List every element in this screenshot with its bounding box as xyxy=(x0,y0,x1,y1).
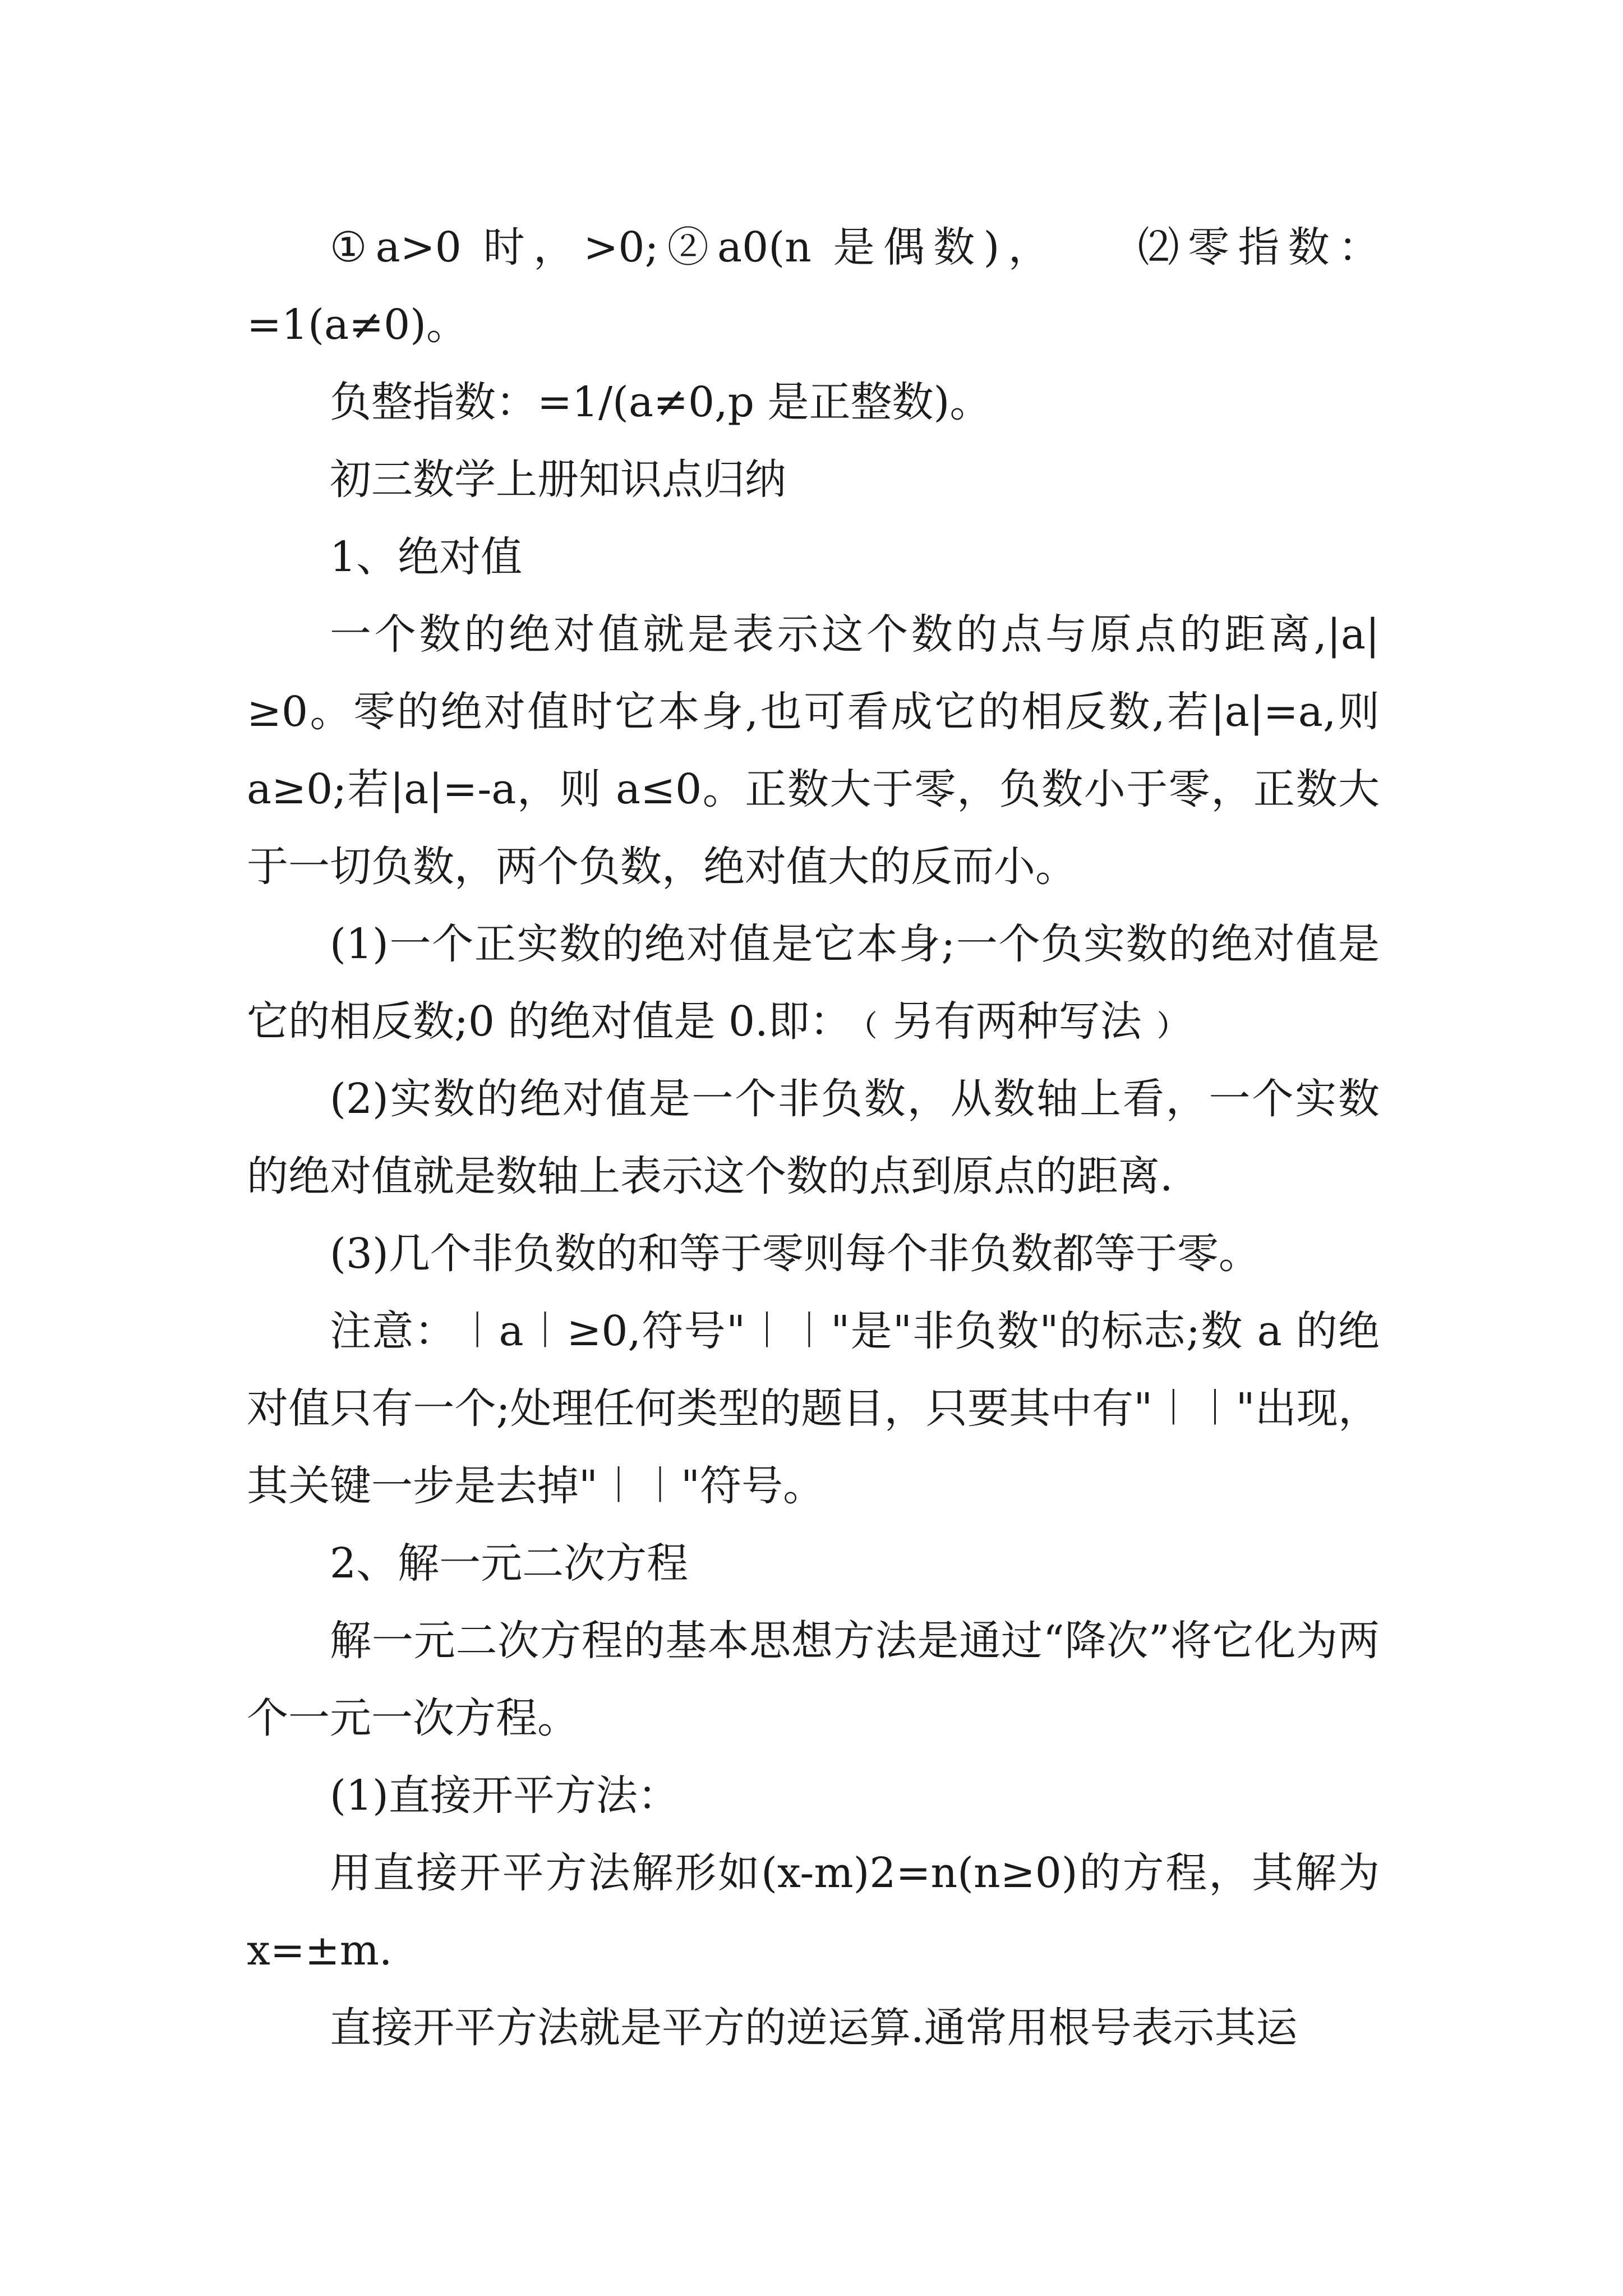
paragraph-absolute-value-rule-1: (1)一个正实数的绝对值是它本身;一个负实数的绝对值是它的相反数;0 的绝对值是 0.即：﹙另有两种写法﹚ xyxy=(247,920,1380,1046)
paragraph-absolute-value-rule-3: (3)几个非负数的和等于零则每个非负数都等于零。 xyxy=(330,1230,1260,1278)
paragraph-absolute-value-note: 注意：︱a︱≥0,符号"︱︱"是"非负数"的标志;数 a 的绝对值只有一个;处理任何类型的题目，只要其中有"︱︱"出现，其关键一步是去掉"︱︱"符号。 xyxy=(247,1307,1380,1510)
paragraph-square-root-inverse: 直接开平方法就是平方的逆运算.通常用根号表示其运 xyxy=(330,2004,1298,2052)
heading-absolute-value: 1、绝对值 xyxy=(330,533,523,581)
heading-quadratic-equation: 2、解一元二次方程 xyxy=(330,1539,689,1588)
body-text xyxy=(247,209,1380,2067)
paragraph-quadratic-method: 解一元二次方程的基本思想方法是通过“降次”将它化为两个一元一次方程。 xyxy=(247,1617,1380,1742)
paragraph-absolute-value-definition: 一个数的绝对值就是表示这个数的点与原点的距离,|a|≥0。零的绝对值时它本身,也可看成它的相反数,若|a|=a,则 a≥0;若|a|=-a，则 a≤0。正数大于零，负数小于零，正数大于一切负数，两个负数，绝对值大的反而小。 xyxy=(247,610,1380,891)
paragraph-negative-exponent: 负整指数：=1/(a≠0,p 是正整数)。 xyxy=(330,378,992,426)
paragraph-square-root-form: 用直接开平方法解形如(x-m)2=n(n≥0)的方程，其解为 x=±m. xyxy=(247,1849,1380,1975)
paragraph-absolute-value-rule-2: (2)实数的绝对值是一个非负数，从数轴上看，一个实数的绝对值就是数轴上表示这个数的点到原点的距离. xyxy=(247,1075,1380,1200)
heading-square-root-method: (1)直接开平方法： xyxy=(330,1772,679,1820)
section-title: 初三数学上册知识点归纳 xyxy=(330,455,786,504)
paragraph-zero-exponent: ①a>0 时，>0;②a0(n 是偶数)， ⑵零指数：=1(a≠0)。 xyxy=(247,223,1380,349)
